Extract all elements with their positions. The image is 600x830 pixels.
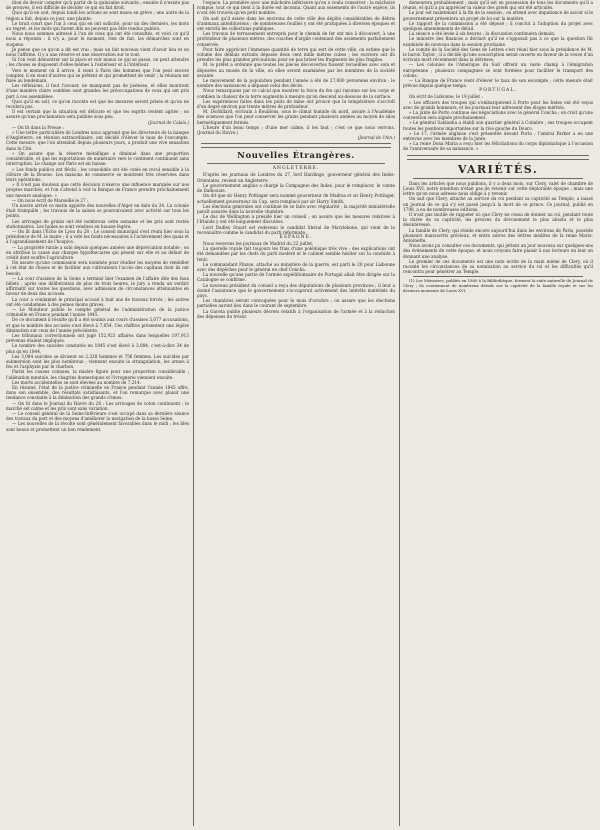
- paragraph: On dit que sir Henry Pottinger sera nommé gouverneur de Madras et sir Henry Pottinger, actuellement gouverneur du Cap, sera remplacé par sir Harry Smith.: [197, 193, 395, 204]
- column-rule-left: [193, 4, 194, 826]
- column-2: [197, 0, 395, 830]
- footnote: (1) Les Mémoires, publiés en 1800 à la Bibliothèque, forment la suite naturelle du Journal de Clery ; ils contiennent de nombreux détails sur la captivité de la famille royale et sur les derniers moments de Louis XVI.: [403, 278, 593, 293]
- footnote-divider: [413, 276, 583, 277]
- paragraph: « Les officiers des troupes qui s'embarquèrent à Porto pour les Indes ont été reçus avec de grands honneurs, et les journaux leur adressent des éloges mérités.: [403, 99, 593, 110]
- paragraph: On sait que Clery, attaché au service du roi pendant sa captivité au Temple, a laissé un journal de ce qui s'y est passé jusqu'à la mort de ce prince. Ce journal, publié en 1798, a eu de nombreuses éditions.: [403, 196, 593, 212]
- paragraph: Le gouvernement anglais a chargé la Compagnie des Indes, pour le remplacer, le comte de Dalhousie.: [197, 182, 395, 194]
- paragraph: Le mouvement de la population pendant l'année a été de 27,000 personnes environ ; le nombre des naissances a dépassé celui des décès.: [197, 78, 395, 89]
- paragraph: La Gaceta publie plusieurs décrets relatifs à l'organisation de l'armée et à la réduction des dépenses du trésor.: [197, 308, 395, 319]
- paragraph: Nous recevons les journaux de Madrid du 22 juillet.: [203, 240, 314, 246]
- paragraph: Lord Dudley Stuart est redevenu le candidat libéral de Marylebone, qui vient de le reconnaître comme le candidat du parti réformiste.: [197, 224, 395, 235]
- paragraph: » Il n'est pas douteux que cette décision n'exerce une influence marquée sur nos propres marchés, et l'on s'attend à voir la Banque de France prendre prochainement une mesure analogue. »: [6, 182, 189, 198]
- paragraph: Les tribunaux correctionnels ont jugé 152,923 affaires dans lesquelles 197,913 prévenus étaient impliqués.: [6, 333, 189, 344]
- paragraph: — Le Moniteur publie le compte général de l'administration de la justice criminelle en France pendant l'année 1845.: [6, 306, 189, 318]
- section-title-foreign-news: Nouvelles Étrangères.: [237, 151, 355, 162]
- country-heading: ANGLETERRE.: [272, 166, 320, 172]
- paragraph: — Le conseil général de la Seine-Inférieure s'est occupé dans sa dernière séance des travaux du port et des moyens d'améliorer la navigation de la basse Seine.: [6, 411, 189, 422]
- paragraph: Les réflexions, il faut l'avouer, ne manquent pas de justesse, et elles montrent d'une manière claire combien sont grandes les préoccupations de ceux qui ont pris part à ces assemblées.: [6, 83, 189, 99]
- section-divider: [413, 178, 583, 179]
- paragraph: La famille de Clery, qui réside encore aujourd'hui dans les environs de Paris, possède plusieurs manuscrits précieux, et entre autres des lettres inédites de la reine Marie-Antoinette.: [403, 227, 593, 243]
- paragraph: Si l'on veut démontrer sur la place et voir mieux ce qui se passe, on peut attendre ; les choses se disposent d'elles-mêmes à l'extérieur et à l'intérieur.: [6, 57, 189, 68]
- section-divider: [207, 163, 385, 164]
- paragraph: D'après les journaux de Londres du 27, lord Hardinge, gouverneur général des Indes-Orientales, revient en Angleterre.: [197, 172, 395, 183]
- paragraph: — La cour d'assises de la Seine a terminé hier l'examen de l'affaire dite des faux billets ; après une délibération de plus de trois heures, le jury a rendu un verdict affirmatif sur toutes les questions, avec admission de circonstances atténuantes en faveur de deux des accusés.: [6, 275, 189, 297]
- paragraph: » Le général Saldanha a établi son quartier général à Coimbre ; ses troupes occupent toutes les positions importantes sur la rive gauche du Douro.: [403, 120, 593, 131]
- paragraph: » La reine Dona Maria a reçu hier les félicitations du corps diplomatique à l'occasion de l'anniversaire de sa naissance. »: [403, 141, 593, 152]
- country-heading: ESPAGNE.: [279, 234, 313, 240]
- paragraph: » Le 17, l'armée anglaise s'est présentée devant Porto ; l'amiral Parker a eu une entrevue avec les membres de la junte.: [403, 130, 593, 142]
- paragraph: Le bruit court que l'un à ceux qui en ont sollicité, pour un des derniers, les mots au regret, et les mots qui furent dits ne peuvent pas être rendus publics.: [6, 20, 189, 32]
- paragraph: Il n'est pas inutile de rappeler ici que Clery ne cessa de donner au roi, pendant toute la durée de sa captivité, les preuves du dévouement le plus absolu et le plus désintéressé.: [403, 211, 593, 228]
- paragraph: Nous remarquons par ce calcul que montrer la force du feu qui rayonne sur les corps et combien la chaleur de la terre augmente à mesure qu'on descend au-dessous de la surface.: [197, 88, 395, 99]
- paragraph: Parmi les causes connues, la misère figure pour une proportion considérable ; l'aliénation mentale, les chagrins domestiques et l'ivrognerie viennent ensuite.: [6, 369, 189, 380]
- paragraph: M. le préfet a ordonné que toutes les pièces découvertes fussent recueillies avec soin et déposées au musée de la ville, où elles seront examinées par les membres de la société savante.: [197, 62, 395, 78]
- paragraph: Les morts accidentelles se sont élevées au nombre de 7,214.: [12, 379, 142, 385]
- paragraph: Pour faire apprécier l'immense quantité de terre qui sert de cette ville, on estime que le volume des déblais extraits dépasse deux cent mille mètres cubes ; les ouvriers ont dû prendre les plus grandes précautions pour ne pas briser les fragments les plus fragiles.: [197, 46, 395, 63]
- paragraph: Le nombre des suicides constatés en 1845 s'est élevé à 3,084, c'est-à-dire 34 de plus qu'en 1844.: [6, 343, 189, 354]
- paragraph: L'heure d'un beau temps ; d'une mer calme, il les faut ; c'est ce que nous verrons. (Journal du Havre.): [197, 124, 395, 136]
- paragraph: Le nouveau président du conseil a reçu des députations de plusieurs provinces ; il leur a donné l'assurance que le gouvernement s'occuperait activement des intérêts matériels du pays.: [197, 282, 395, 298]
- paragraph: Le premier de ces documents est une note écrite de la main même de Clery, où il raconte les circonstances de sa nomination au service du roi et les difficultés qu'il rencontra pour pénétrer au Temple.: [403, 258, 593, 275]
- paragraph: Il est certain que la situation est délicate et que les esprits restent agités ; on assure qu'une proclamation sera publiée sous peu.: [6, 109, 189, 120]
- paragraph: Quoi qu'il en soit, ce qu'on raconte est que les mesures seront prises et qu'on ne reculera pas.: [6, 98, 189, 110]
- paragraph: De ce document il résulte qu'il a été soumis aux cours d'assises 5,077 accusations, et que le nombre des accusés s'est élevé à 7,054. Ces chiffres présentent une légère diminution sur ceux de l'année précédente.: [6, 317, 189, 333]
- paragraph: Le comité de la Société des Gens de Lettres s'est réuni hier sous la présidence de M. le baron Taylor ; il a décidé qu'une souscription serait ouverte en faveur de la veuve d'un écrivain mort récemment dans la détresse.: [403, 46, 593, 63]
- section-title-varietes: VARIÉTÉS.: [457, 162, 539, 176]
- paragraph: Les travaux de terrassement entrepris pour le chemin de fer ont mis à découvert, à une profondeur de plusieurs mètres, des couches d'argile contenant des ossements parfaitement conservés.: [197, 31, 395, 47]
- country-heading: PORTUGAL.: [479, 88, 517, 94]
- paragraph: Un navire arrivé ce matin apporte des nouvelles d'Alger en date du 24. La colonie était tranquille ; les travaux de la saison se poursuivaient avec activité sur tous les points.: [6, 202, 189, 219]
- paragraph: Vers le moment où il arrive, il vient à Paris des hommes que l'on peut encore compter, il en vient d'autres qui se prêtent et qui promettent de venir ; la réunion est fixée au lendemain.: [6, 67, 189, 84]
- paragraph: Les arrivages de grains ont été nombreux cette semaine et les prix sont restés stationnaires. Les huiles se sont vendues en hausse légère.: [6, 218, 189, 229]
- paragraph: Le duc de Wellington a présidé hier un conseil ; on assure que les mesures relatives à l'Irlande y ont été longuement discutées.: [197, 214, 395, 225]
- paragraph: — Les colonies de l'Amérique du Sud offrent un vaste champ à l'émigration européenne ; plusieurs compagnies se sont formées pour faciliter le transport des colons.: [403, 62, 593, 78]
- paragraph: — On lit dans le Journal du Havre du 28 : Les arrivages de coton continuent ; le marché est calme et les prix sont sans variation.: [6, 400, 189, 411]
- paragraph: Quoi qu'il en soit, depuis lundi les actions se sont mises en grève ; une autre de la région a fait, depuis ce jour, une plainte.: [6, 10, 189, 21]
- paragraph: Le ministre des finances a déclaré qu'il ne s'opposait pas à ce que la question fût examinée de nouveau dans la session prochaine.: [403, 36, 593, 47]
- paragraph: Le commandant Pinzon, attaché au ministère de la guerre, est parti le 20 pour Lisbonne avec des dépêches pour le général en chef Concha.: [197, 261, 395, 272]
- paragraph: Nous avons pu consulter ces documents, qui jettent un jour nouveau sur quelques-uns des événements de cette époque, et nous croyons faire plaisir à nos lecteurs en leur en donnant une analyse.: [403, 243, 593, 259]
- paragraph: — La Banque de France vient d'élever le taux de son escompte ; cette mesure était prévue depuis quelque temps.: [403, 78, 593, 89]
- paragraph: l'espace. La première avec une mâchoire inférieure qu'on a voulu conserver ; la mâchoire rompue, tout ce qui tient à la durée est inconnu. Quant aux ossements de l'autre espèce, ils n'ont été trouvés qu'en petit nombre.: [197, 0, 395, 16]
- subheading: — On lit dans la Presse :: [12, 124, 65, 130]
- paragraph: Les élections générales ont continué de se faire avec régularité ; la majorité ministérielle paraît assurée dans la nouvelle chambre.: [197, 203, 395, 214]
- paragraph: » Les fonds publics ont fléchi ; les consolidés ont été cotés en recul sensible à la clôture de la Bourse. Les maisons de commerce se montrent très réservées dans leurs opérations.: [6, 166, 189, 182]
- paragraph: Les chambres seront convoquées pour le mois d'octobre ; on assure que les élections partielles auront lieu dans le courant de septembre.: [197, 298, 395, 309]
- paragraph: La cour a condamné le principal accusé à huit ans de travaux forcés ; les autres ont été condamnés à des peines moins graves.: [6, 296, 189, 307]
- paragraph: demeurera probablement ; mais qu'il est en possession de tous les documents qu'il a réunis, et qu'il a pu apprécier la valeur des griefs qui ont été articulés.: [403, 0, 593, 11]
- paragraph: Le rapport de la commission a été déposé ; il conclut à l'adoption du projet avec quelques amendements de détail.: [403, 20, 593, 32]
- paragraph: Les expériences faites dans les puits de mine ont prouvé que la température s'accroît d'un degré environ par trente mètres de profondeur.: [197, 98, 395, 110]
- paragraph: En résumé, l'état de la justice criminelle en France pendant l'année 1845 offre, dans son ensemble, des résultats satisfaisants, et l'on remarque avec plaisir une tendance constante à la diminution des grands crimes.: [6, 385, 189, 401]
- paragraph: — La propriété rurale a subi depuis quelques années une dépréciation notable ; on en attribue la cause aux charges hypothécaires qui pèsent sur elle et au défaut de crédit dont souffre l'agriculture.: [6, 244, 189, 260]
- source-credit: (Journal de Calais.): [148, 119, 189, 125]
- paragraph: La séance a été levée à six heures ; la discussion continuera demain.: [409, 31, 556, 37]
- source-credit: (Journal de l'Ain.): [357, 135, 395, 141]
- paragraph: La querelle royale fait toujours les frais d'une polémique très vive ; des explications ont été demandées par les chefs du parti modéré et le cabinet semble hésiter sur la conduite à tenir.: [197, 246, 395, 262]
- column-rule-right: [399, 4, 400, 826]
- paragraph: On sait qu'il existe dans les environs de cette ville des dépôts considérables de débris d'animaux antédiluviens ; de nombreuses fouilles y ont été pratiquées à diverses époques et ont enrichi les collections publiques.: [197, 15, 395, 32]
- column-3: [403, 0, 593, 830]
- section-divider: [201, 143, 391, 148]
- paragraph: On écrit de Lisbonne, le 19 juillet :: [409, 94, 483, 100]
- paragraph: Les 3,084 suicides se divisent en 2,328 hommes et 756 femmes. Les suicides par submersion sont les plus nombreux ; viennent ensuite la strangulation, les armes à feu et l'asphyxie par le charbon.: [6, 353, 189, 370]
- paragraph: Le jour est maintenant à la fin de la session ; on attend avec impatience de savoir si le gouvernement présentera un projet de loi sur la matière.: [403, 10, 593, 21]
- dateline: — On nous écrit de Marseille le 27 :: [12, 197, 89, 203]
- paragraph: » La junte de Porto continue ses négociations avec le général Concha ; on croit qu'une convention sera signée prochainement.: [403, 110, 593, 121]
- paragraph: M. Dorbillard, écrivain à Bouillons, sous le climat humide du nord, assure à l'Académie des sciences que l'on peut conserver les grains pendant plusieurs années au moyen de silos hermétiquement fermés.: [197, 109, 395, 125]
- paragraph: Je pense que ce qu'on a dit est vrai ; mais un fait nouveau vient d'avoir lieu et on nous l'affirme. Il y a une réserve et une observation sur le tout.: [6, 46, 189, 58]
- section-divider: [407, 155, 589, 160]
- paragraph: — On lit dans l'Écho de Lyon du 28 : Le conseil municipal s'est réuni hier sous la présidence de M. le maire ; il a voté les fonds nécessaires à l'achèvement des quais et à l'agrandissement de l'hospice.: [6, 228, 189, 245]
- column-1: [6, 0, 189, 830]
- paragraph: La nouvelle qu'une partie de l'armée expéditionnaire de Portugal allait être dirigée sur la Catalogne se confirme.: [197, 272, 395, 283]
- paragraph: On assure qu'une commission sera nommée pour étudier les moyens de remédier à cet état de choses et de faciliter aux cultivateurs l'accès des capitaux dont ils ont besoin.: [6, 260, 189, 276]
- paragraph: » On assure que la réserve métallique a diminué dans une proportion considérable, et que les exportations de numéraire vers le continent continuent sans interruption. Le change sur Paris est en baisse.: [6, 150, 189, 167]
- paragraph: — Les nouvelles de la récolte sont généralement favorables dans le midi ; les blés sont beaux et promettent un bon rendement.: [6, 421, 189, 432]
- paragraph: ition de devoir compter qu'à partir de la quinzaine suivante ; ensuite il n'existe pas de preuves, il est difficile de décider ce qui en fait droit.: [6, 0, 189, 11]
- paragraph: Nous nous sommes adressé à l'un de ceux qui ont été consultés, et voici ce qu'il nous a répondu : il n'y a, pour le moment, rien de fait, les démarches sont en suspens.: [6, 31, 189, 47]
- paragraph: « Une lettre particulière de Londres nous apprend que les directeurs de la banque d'Angleterre, en réunion extraordinaire, ont décidé d'élever le taux de l'escompte. Cette mesure, que l'on attendait depuis plusieurs jours, a produit une vive sensation dans la Cité.: [6, 130, 189, 151]
- paragraph: Dans les articles que nous publions, il y a deux mois, sur Clery, valet de chambre de Louis XVI, notre intention n'était pas de revenir sur cette déplorable époque ; mais une lettre qu'on nous adresse nous oblige à y revenir.: [403, 180, 593, 197]
